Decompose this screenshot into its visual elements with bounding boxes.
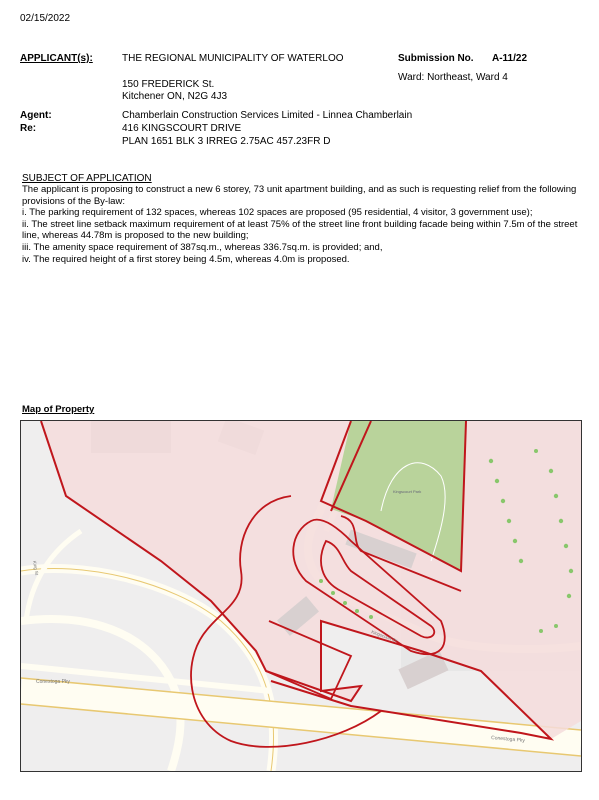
property-map bbox=[20, 420, 582, 772]
applicant-address-line2: Kitchener ON, N2G 4J3 bbox=[122, 91, 228, 102]
highway-label: Conestoga Pky bbox=[36, 679, 70, 685]
subject-item: iv. The required height of a first storey being 4.5m, whereas 4.0m is proposed. bbox=[22, 253, 350, 265]
subject-item: iii. The amenity space requirement of 387sq.m., whereas 336.7sq.m. is provided; and, bbox=[22, 241, 383, 253]
map-heading: Map of Property bbox=[22, 404, 95, 415]
re-label: Re: bbox=[20, 123, 37, 134]
re-address: 416 KINGSCOURT DRIVE bbox=[122, 123, 242, 134]
highway-label: Conestoga Pky bbox=[490, 735, 526, 744]
re-legal-description: PLAN 1651 BLK 3 IRREG 2.75AC 457.23FR D bbox=[122, 136, 331, 147]
subject-item: ii. The street line setback maximum requirement of at least 75% of the street line front building facade being within 7.5m of the street line, whereas 44.78m is proposed to the new building; bbox=[22, 218, 578, 242]
submission-label: Submission No. bbox=[398, 53, 474, 64]
applicant-label: APPLICANT(s): bbox=[20, 53, 93, 64]
road-label: Kingscourt Dr bbox=[370, 629, 398, 644]
map-canvas bbox=[21, 421, 581, 771]
ward-text: Ward: Northeast, Ward 4 bbox=[398, 72, 508, 83]
agent-value: Chamberlain Construction Services Limited - Linnea Chamberlain bbox=[122, 110, 413, 121]
park-label: Kingscourt Park bbox=[393, 489, 422, 494]
subject-intro: The applicant is proposing to construct a new 6 storey, 73 unit apartment building, and as such is requesting relief from the following provisions of the By-law: bbox=[22, 184, 577, 207]
subject-body bbox=[22, 184, 592, 265]
subject-item: i. The parking requirement of 132 spaces, whereas 102 spaces are proposed (95 residential, 4 visitor, 3 government use); bbox=[22, 207, 533, 219]
document-date: 02/15/2022 bbox=[20, 13, 71, 24]
agent-label: Agent: bbox=[20, 110, 52, 121]
submission-number: A-11/22 bbox=[492, 53, 528, 64]
road-label: King St bbox=[32, 560, 40, 576]
applicant-address-line1: 150 FREDERICK St. bbox=[122, 79, 215, 90]
applicant-name: THE REGIONAL MUNICIPALITY OF WATERLOO bbox=[122, 53, 344, 64]
subject-heading: SUBJECT OF APPLICATION bbox=[22, 173, 152, 184]
